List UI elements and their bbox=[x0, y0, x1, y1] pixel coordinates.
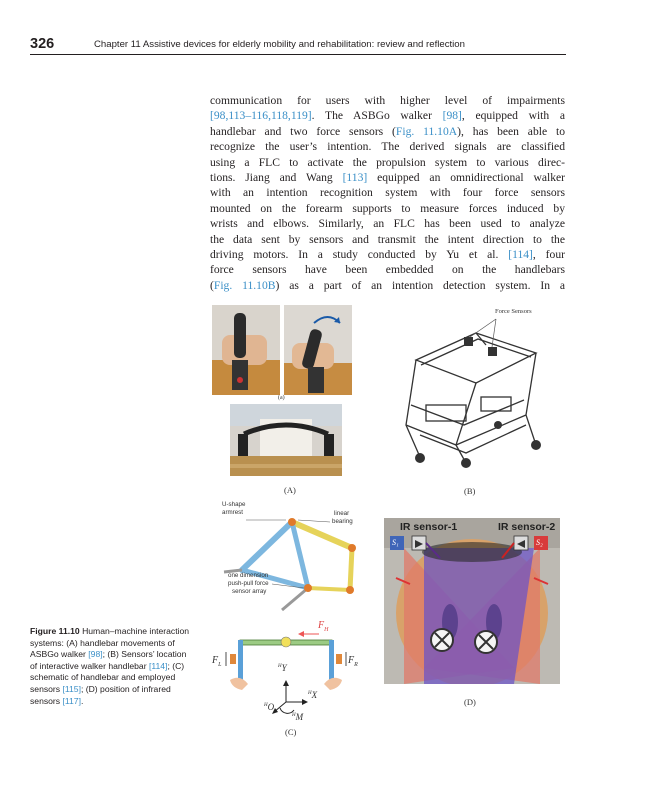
axis-y-label: $^H$Y bbox=[278, 663, 287, 673]
sensor-s2-tag: S₂ bbox=[536, 538, 543, 547]
citation-link[interactable]: [114] bbox=[508, 248, 533, 262]
body-line: mounted on the forearm supports to measure forces induced by bbox=[210, 201, 565, 215]
body-line: the data sent by sensors and transmit the intent direction to the bbox=[210, 232, 565, 246]
moment-label: $^H$M bbox=[292, 712, 304, 722]
body-paragraph bbox=[210, 93, 565, 293]
citation-link[interactable]: [98,113–116,118,119] bbox=[210, 109, 312, 123]
body-line: communication for users with higher level of impairments bbox=[210, 94, 565, 107]
panel-d-label: (D) bbox=[464, 697, 476, 707]
panel-a-label: (A) bbox=[284, 485, 296, 495]
handlebar-force-schematic bbox=[216, 618, 356, 728]
walker-front-photo bbox=[230, 404, 342, 476]
label-bearing: bearing bbox=[332, 518, 353, 525]
body-line: recognize the user’s intention. The derived signals are classified bbox=[210, 140, 565, 154]
force-sensors-callout: Force Sensors bbox=[495, 308, 532, 315]
handlebar-photo-right bbox=[284, 305, 352, 395]
panel-b-label: (B) bbox=[464, 486, 476, 496]
figure-panel-b bbox=[384, 305, 564, 497]
body-line: wrists and elbows. Similarly, an FLC has been used to analyze bbox=[210, 217, 565, 231]
body-line: (Fig. 11.10B) as a part of an intention detection system. In a bbox=[210, 278, 565, 292]
body-line: driving motors. In a study conducted by Yu et al. [114], four bbox=[210, 248, 565, 262]
citation-link[interactable]: [114] bbox=[148, 660, 168, 671]
label-sensor-array: sensor array bbox=[232, 588, 267, 595]
force-fr-label: $F_R$ bbox=[348, 655, 358, 668]
header-rule bbox=[30, 54, 566, 55]
panel-a-sublabel: (a) bbox=[278, 395, 285, 401]
force-fh-label: $F_H$ bbox=[318, 620, 329, 633]
sensor-s1-tag: S₁ bbox=[392, 538, 399, 547]
citation-link[interactable]: [113] bbox=[342, 171, 368, 185]
caption-title: Figure 11.10 bbox=[30, 626, 80, 636]
label-armrest: armrest bbox=[222, 509, 243, 516]
body-line: tions. Jiang and Wang [113] equipped an omnidirectional walker bbox=[210, 171, 565, 185]
citation-link[interactable]: [115] bbox=[62, 683, 81, 694]
axis-x-label: $^H$X bbox=[308, 690, 318, 700]
walker-line-drawing bbox=[386, 305, 556, 475]
body-line: handlebar and two force sensors (Fig. 11.10A), has been able to bbox=[210, 124, 565, 138]
figure-panel-d bbox=[384, 518, 564, 710]
citation-link[interactable]: [98] bbox=[442, 109, 462, 123]
running-header bbox=[30, 36, 566, 54]
body-line: force sensors have been embedded on the handlebars bbox=[210, 263, 565, 277]
label-u-shape: U-shape bbox=[222, 501, 246, 508]
figure-link[interactable]: Fig. 11.10B bbox=[213, 278, 276, 292]
figure-caption: Figure 11.10 Human–machine interaction systems: (A) handlebar movements of ASBGo walker [98]; (B) Sensors’ location of interactive walker handlebar [114]; (C) schematic of handlebar and employed sensors [115]; (D) position of infrared sensors [117]. bbox=[30, 626, 190, 706]
figure-panel-c bbox=[212, 500, 372, 742]
ir-sensor-2-label: IR sensor-2 bbox=[498, 521, 556, 533]
label-one-dimension: one dimension bbox=[228, 572, 269, 579]
body-line: using a FLC to activate the propulsion system to various direc- bbox=[210, 155, 565, 169]
handlebar-photo-left bbox=[212, 305, 280, 395]
panel-c-label: (C) bbox=[285, 727, 297, 737]
page-number: 326 bbox=[30, 36, 55, 52]
figure-panel-a bbox=[212, 305, 362, 495]
running-head: Chapter 11 Assistive devices for elderly mobility and rehabilitation: review and reflection bbox=[94, 39, 465, 50]
label-linear: linear bbox=[334, 510, 350, 517]
origin-label: $^H$O bbox=[264, 702, 275, 712]
body-line: with an intention recognition system with four force sensors bbox=[210, 186, 565, 200]
ir-sensor-1-label: IR sensor-1 bbox=[400, 521, 458, 533]
force-fl-label: $F_L$ bbox=[212, 655, 222, 668]
body-line: [98,113–116,118,119]. The ASBGo walker [98], equipped with a bbox=[210, 109, 565, 123]
label-push-pull: push-pull force bbox=[228, 580, 269, 587]
infrared-sensor-photo bbox=[384, 518, 560, 684]
citation-link[interactable]: [117] bbox=[62, 695, 81, 706]
citation-link[interactable]: [98] bbox=[88, 649, 103, 660]
figure-link[interactable]: Fig. 11.10A bbox=[395, 124, 458, 138]
